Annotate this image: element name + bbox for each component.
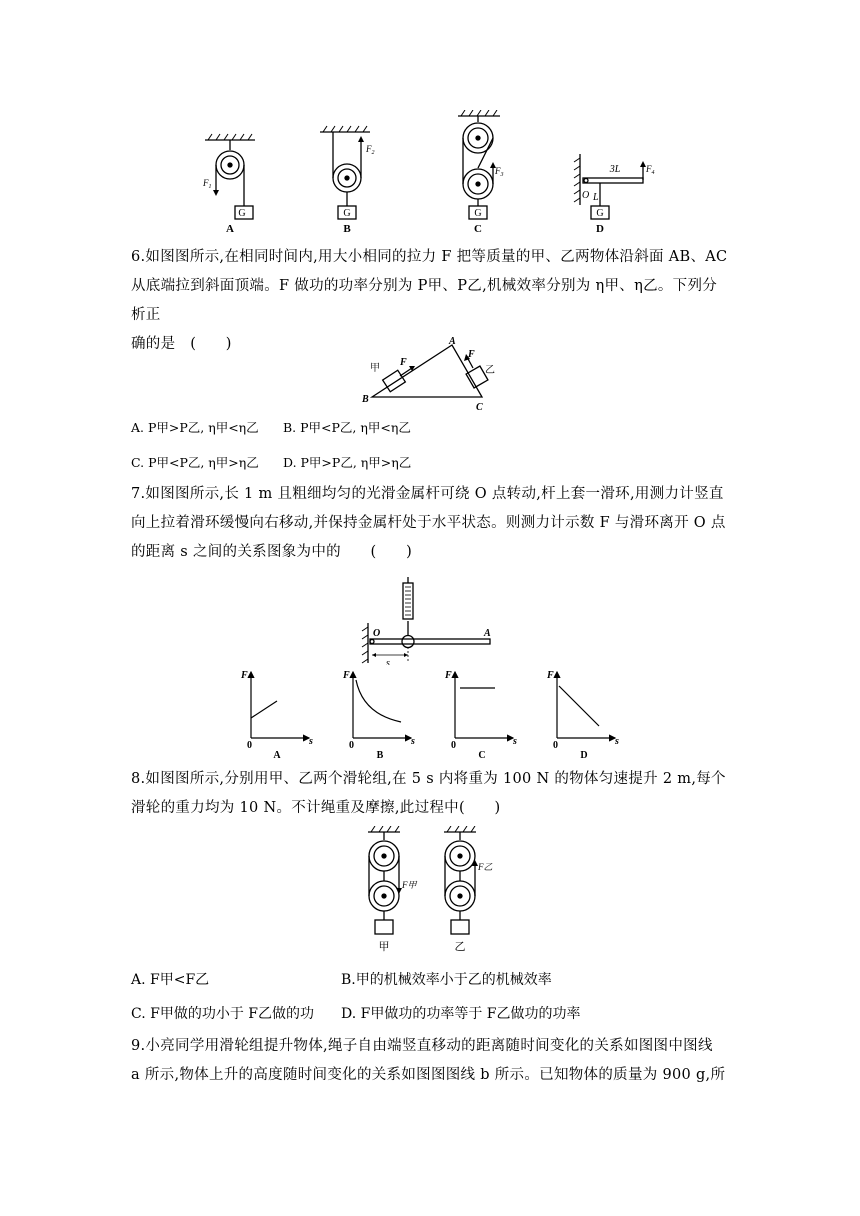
q6-line2: 从底端拉到斜面顶端。F 做功的功率分别为 P甲、P乙,机械效率分别为 η甲、η乙。下列分析正 [131, 278, 718, 323]
lever-short-label: L [593, 192, 599, 203]
fig-label-b: B [343, 223, 351, 235]
incline-c: C [476, 402, 483, 413]
incline-obj2: 乙 [485, 365, 495, 376]
graph-label-c: C [478, 750, 486, 760]
pivot-label: O [582, 190, 590, 201]
incline-b: B [362, 394, 369, 405]
force-yi: F乙 [478, 862, 493, 872]
q7-line1: 7.如图图所示,长 1 m 且粗细均匀的光滑金属杆可绕 O 点转动,杆上套一滑环,用测力计竖直 [131, 486, 724, 502]
q8-line1: 8.如图图所示,分别用甲、乙两个滑轮组,在 5 s 内将重为 100 N 的物体匀速提升 2 m,每个 [131, 771, 726, 787]
force-jia: F甲 [402, 880, 417, 890]
incline-force-1: F [400, 357, 407, 368]
graph-label-a: A [273, 750, 281, 760]
graph-d-origin: 0 [553, 740, 558, 751]
q6-option-d[interactable]: D. P甲>P乙, η甲>η乙 [283, 455, 412, 470]
lever-s: s [386, 658, 390, 665]
graph-label-d: D [580, 750, 588, 760]
graph-a-origin: 0 [247, 740, 252, 751]
q8-option-d[interactable]: D. F甲做功的功率等于 F乙做功的功率 [341, 1006, 581, 1022]
q9-line1: 9.小亮同学用滑轮组提升物体,绳子自由端竖直移动的距离随时间变化的关系如图图中图线 [131, 1038, 713, 1054]
svg-text:G: G [596, 208, 604, 219]
q6-option-b[interactable]: B. P甲<P乙, η甲<η乙 [283, 420, 411, 435]
graph-d-ylabel: F [547, 670, 554, 681]
svg-text:G: G [343, 208, 351, 219]
fs-graphs [233, 664, 633, 760]
graph-c-ylabel: F [445, 670, 452, 681]
svg-text:F2: $F_2$ [366, 144, 375, 156]
pulley-figure-top [190, 110, 660, 235]
lever-a: A [484, 628, 491, 639]
q8-option-a[interactable]: A. F甲<F乙 [131, 972, 210, 988]
svg-text:F3: $F_3$ [495, 166, 504, 178]
label-jia: 甲 [378, 941, 390, 953]
weight-label-a: G [238, 208, 246, 219]
q9-text [131, 1032, 731, 1090]
graph-a-xlabel: s [309, 736, 313, 747]
fig-label-d: D [596, 223, 604, 235]
q8-line2: 滑轮的重力均为 10 N。不计绳重及摩擦,此过程中( ) [131, 800, 501, 816]
incline-figure [360, 335, 510, 415]
incline-force-2: F [468, 349, 475, 360]
pulley-block-figure [360, 826, 500, 968]
q7-line2: 向上拉着滑环缓慢向右移动,并保持金属杆处于水平状态。则测力计示数 F 与滑环离开 O 点 [131, 515, 726, 531]
q7-text [131, 480, 731, 567]
label-yi: 乙 [454, 941, 466, 953]
lever-ring-figure [360, 577, 500, 665]
q8-text [131, 765, 731, 823]
q8-option-b[interactable]: B.甲的机械效率小于乙的机械效率 [341, 972, 552, 988]
q8-option-c[interactable]: C. F甲做的功小于 F乙做的功 [131, 1006, 314, 1022]
graph-b-ylabel: F [343, 670, 350, 681]
lever-o: O [373, 628, 381, 639]
graph-d-xlabel: s [615, 736, 619, 747]
graph-c-origin: 0 [451, 740, 456, 751]
graph-c-xlabel: s [513, 736, 517, 747]
q6-option-c[interactable]: C. P甲<P乙, η甲>η乙 [131, 455, 259, 470]
fig-label-a: A [226, 223, 234, 235]
fig-label-c: C [474, 223, 482, 235]
graph-label-b: B [376, 750, 384, 760]
q7-line3: 的距离 s 之间的关系图象为中的 ( ) [131, 544, 413, 560]
q6-option-a[interactable]: A. P甲>P乙, η甲<η乙 [131, 420, 259, 435]
svg-text:F1: $F_1$ [203, 178, 212, 190]
incline-obj1: 甲 [370, 363, 380, 374]
q9-line2: a 所示,物体上升的高度随时间变化的关系如图图图线 b 所示。已知物体的质量为 900 g,所 [131, 1067, 726, 1083]
graph-b-xlabel: s [411, 736, 415, 747]
q6-line3: 确的是 ( ) [131, 336, 232, 352]
svg-text:F4: $F_4$ [646, 164, 655, 176]
graph-b-origin: 0 [349, 740, 354, 751]
lever-long-label: 3L [609, 164, 621, 175]
graph-a-ylabel: F [241, 670, 248, 681]
q6-line1: 6.如图图所示,在相同时间内,用大小相同的拉力 F 把等质量的甲、乙两物体沿斜面 AB、AC [131, 249, 728, 265]
incline-a: A [449, 336, 456, 347]
svg-text:G: G [474, 208, 482, 219]
